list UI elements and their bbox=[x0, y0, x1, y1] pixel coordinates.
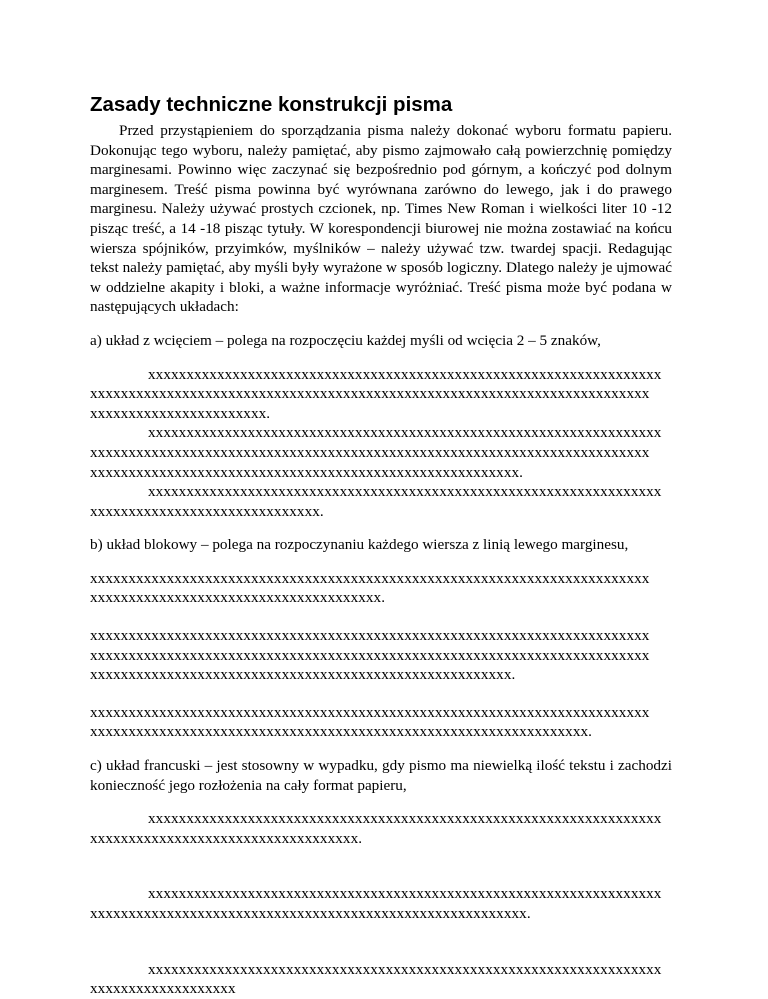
example-line: xxxxxxxxxxxxxxxxxxxxxxxxxxxxxxxxxxxxxxxxxxxxxxxxxxxxxxxxxxxxxxxxxxx bbox=[148, 885, 662, 903]
example-line: xxxxxxxxxxxxxxxxxxxxxxxxxxxxxxxxxxxxxxxxxxxxxxxxxxxxxxxx. bbox=[90, 463, 524, 481]
example-line: xxxxxxxxxxxxxxxxxxxxxxxxxxxxxxxxxxxxxxxxxxxxxxxxxxxxxxxxxxxxxxxxxxxxxxxxx bbox=[90, 646, 650, 664]
example-line: xxxxxxxxxxxxxxxxxxxxxxxxxxxxxxxxxxxxxxxxxxxxxxxxxxxxxxxxxxxxxxxxxxx bbox=[148, 960, 662, 978]
example-line: xxxxxxxxxxxxxxxxxxxxxxxxxxxxxxxxxxxxxxxxxxxxxxxxxxxxxxxxxxxxxxxxxxxxxxxxx bbox=[90, 569, 650, 587]
example-line: xxxxxxxxxxxxxxxxxxxxxxxxxxxxxxxxxxxxxxxxxxxxxxxxxxxxxxxxxxxxxxxxxxxxxxxxx bbox=[90, 703, 650, 721]
document-page bbox=[90, 92, 672, 999]
section-a-example bbox=[90, 365, 672, 522]
example-line: xxxxxxxxxxxxxxxxxxxxxxxxxxxxxxxxxxxxxxxxxxxxxxxxxxxxxxxxxxxxxxxxxxxxxxxxx bbox=[90, 443, 650, 461]
example-line: xxxxxxxxxxxxxxxxxxxxxxxxxxxxxxxxxxxxxxxxxxxxxxxxxxxxxxxxxxxxxxxxxxx bbox=[148, 483, 662, 501]
example-line: xxxxxxxxxxxxxxxxxxxxxxxxxxxxxxxxxxxxxxxxxxxxxxxxxxxxxxxxxxxxxxxxxxx bbox=[148, 810, 662, 828]
section-c-block-3 bbox=[90, 960, 672, 999]
example-line: xxxxxxxxxxxxxxxxxxxxxxxxxxxxxxxxxxxxxxxxxxxxxxxxxxxxxxxxxxxxxxxxxxxxxxxxx bbox=[90, 385, 650, 403]
document-title: Zasady techniczne konstrukcji pisma bbox=[90, 93, 453, 116]
section-c-heading: c) układ francuski – jest stosowny w wypadku, gdy pismo ma niewielką ilość tekstu i zachodzi konieczność jego rozłożenia na cały format papieru, bbox=[90, 757, 672, 794]
example-line: xxxxxxxxxxxxxxxxxxxxxxxxxxxxxxxxxxxxxxxxxxxxxxxxxxxxxxxxxxxxxxxxxxx bbox=[148, 365, 662, 383]
example-line: xxxxxxxxxxxxxxxxxxxxxxxxxxxxxxxxxxxxxxxxxxxxxxxxxxxxxxx. bbox=[90, 666, 516, 684]
section-c-block-1 bbox=[90, 809, 672, 848]
intro-paragraph: Przed przystąpieniem do sporządzania pisma należy dokonać wyboru formatu papieru. Dokonując tego wyboru, należy pamiętać, aby pismo zajmowało całą powierzchnię pomiędzy marginesami. Powinno więc zaczynać się bezpośrednio pod górnym, a kończyć pod dolnym marginesem. Treść pisma powinna być wyrównana zarówno do lewego, jak i do prawego marginesu. Należy używać prostych czcionek, np. Times New Roman i wielkości liter 10 -12 pisząc treść, a 14 -18 pisząc tytuły. W korespondencji biurowej nie można zostawiać na końcu wiersza spójników, przyimków, myślników – należy używać tzw. twardej spacji. Redagując tekst należy pamiętać, aby myśli były wyrażone w sposób logiczny. Dlatego należy je ujmować w oddzielne akapity i bloki, a ważne informacje wyróżniać. Treść pisma może być podana w następujących układach: bbox=[90, 122, 672, 316]
section-b-block-2 bbox=[90, 626, 672, 685]
example-line: xxxxxxxxxxxxxxxxxxx bbox=[90, 980, 236, 998]
section-b-block-3 bbox=[90, 703, 672, 742]
example-line: xxxxxxxxxxxxxxxxxxxxxxxxxxxxxxxxxxxxxxxxxxxxxxxxxxxxxxxxxxxxxxxxxxxxxxxxx bbox=[90, 627, 650, 645]
example-line: xxxxxxxxxxxxxxxxxxxxxxxxxxxxxxxxxxxxxxxxxxxxxxxxxxxxxxxxxxxxxxxxxxx bbox=[148, 424, 662, 442]
example-line: xxxxxxxxxxxxxxxxxxxxxxx. bbox=[90, 404, 271, 422]
section-b-heading: b) układ blokowy – polega na rozpoczynaniu każdego wiersza z linią lewego marginesu, bbox=[90, 536, 629, 554]
section-b-block-1 bbox=[90, 569, 672, 608]
section-a-heading: a) układ z wcięciem – polega na rozpoczęciu każdej myśli od wcięcia 2 – 5 znaków, bbox=[90, 331, 601, 349]
section-c-block-2 bbox=[90, 884, 672, 923]
example-line: xxxxxxxxxxxxxxxxxxxxxxxxxxxxxxxxxxxxxxxxxxxxxxxxxxxxxxxxxxxxxxxxx. bbox=[90, 723, 593, 741]
example-line: xxxxxxxxxxxxxxxxxxxxxxxxxxxxxxxxxxx. bbox=[90, 829, 363, 847]
example-line: xxxxxxxxxxxxxxxxxxxxxxxxxxxxxxxxxxxxxxxxxxxxxxxxxxxxxxxxx. bbox=[90, 905, 531, 922]
example-line: xxxxxxxxxxxxxxxxxxxxxxxxxxxxxxxxxxxxxx. bbox=[90, 589, 386, 607]
example-line: xxxxxxxxxxxxxxxxxxxxxxxxxxxxxx. bbox=[90, 502, 324, 520]
